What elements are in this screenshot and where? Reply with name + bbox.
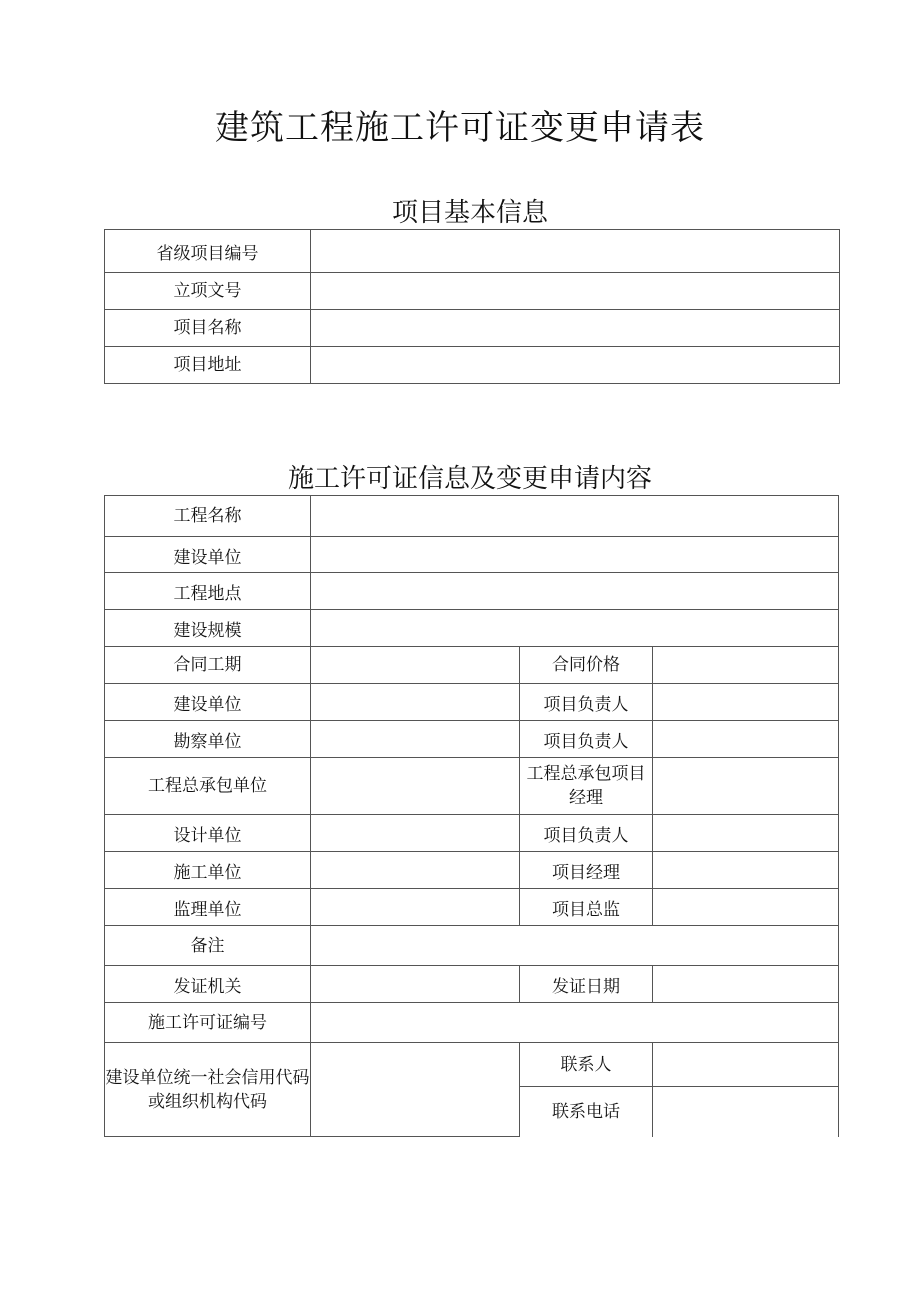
label-credit-code: 建设单位统一社会信用代码或组织机构代码 [105, 1043, 311, 1137]
label-project-address: 项目地址 [105, 347, 311, 384]
table-row [105, 310, 840, 347]
label-design-project-lead: 项目负责人 [520, 815, 653, 852]
table-row [105, 852, 839, 889]
field-contract-period[interactable] [311, 647, 520, 684]
field-construction-scale[interactable] [311, 610, 839, 647]
table-row [105, 647, 839, 684]
label-permit-number: 施工许可证编号 [105, 1003, 311, 1043]
field-survey-project-lead[interactable] [653, 721, 839, 758]
label-project-site: 工程地点 [105, 573, 311, 610]
table-row [105, 1043, 839, 1087]
field-approval-document-number[interactable] [311, 273, 840, 310]
field-builder-project-lead[interactable] [653, 684, 839, 721]
label-supervision-unit: 监理单位 [105, 889, 311, 926]
table-row [105, 889, 839, 926]
table-row [105, 684, 839, 721]
label-construction-unit: 施工单位 [105, 852, 311, 889]
label-remarks: 备注 [105, 926, 311, 966]
table-row [105, 1003, 839, 1043]
basic-info-table [104, 229, 840, 384]
field-remarks[interactable] [311, 926, 839, 966]
label-design-unit: 设计单位 [105, 815, 311, 852]
table-row [105, 721, 839, 758]
table-row [105, 758, 839, 815]
field-provincial-project-number[interactable] [311, 230, 840, 273]
table-row [105, 347, 840, 384]
label-provincial-project-number: 省级项目编号 [105, 230, 311, 273]
label-project-manager: 项目经理 [520, 852, 653, 889]
table-row [105, 496, 839, 537]
field-survey-unit[interactable] [311, 721, 520, 758]
table-row [105, 926, 839, 966]
permit-info-table [104, 495, 839, 1137]
field-general-contractor-manager[interactable] [653, 758, 839, 815]
label-survey-project-lead: 项目负责人 [520, 721, 653, 758]
field-supervision-unit[interactable] [311, 889, 520, 926]
field-contact-phone[interactable] [653, 1087, 839, 1137]
table-row [105, 610, 839, 647]
field-engineering-name[interactable] [311, 496, 839, 537]
field-design-unit[interactable] [311, 815, 520, 852]
field-issuing-authority[interactable] [311, 966, 520, 1003]
label-contact-phone: 联系电话 [520, 1087, 653, 1137]
label-issue-date: 发证日期 [520, 966, 653, 1003]
label-approval-document-number: 立项文号 [105, 273, 311, 310]
form-title: 建筑工程施工许可证变更申请表 [215, 108, 705, 148]
section-heading-permit-info: 施工许可证信息及变更申请内容 [287, 464, 652, 494]
label-builder-unit: 建设单位 [105, 537, 311, 573]
label-contact-person: 联系人 [520, 1043, 653, 1087]
label-chief-supervisor: 项目总监 [520, 889, 653, 926]
field-credit-code[interactable] [311, 1043, 520, 1137]
field-issue-date[interactable] [653, 966, 839, 1003]
table-row [105, 815, 839, 852]
label-issuing-authority: 发证机关 [105, 966, 311, 1003]
field-contract-price[interactable] [653, 647, 839, 684]
table-row [105, 230, 840, 273]
label-builder-project-lead: 项目负责人 [520, 684, 653, 721]
field-contact-person[interactable] [653, 1043, 839, 1087]
field-project-address[interactable] [311, 347, 840, 384]
field-general-contractor[interactable] [311, 758, 520, 815]
field-design-project-lead[interactable] [653, 815, 839, 852]
table-row [105, 273, 840, 310]
field-construction-unit[interactable] [311, 852, 520, 889]
field-builder-unit[interactable] [311, 537, 839, 573]
label-general-contractor-manager: 工程总承包项目经理 [520, 758, 653, 815]
field-project-name[interactable] [311, 310, 840, 347]
section-heading-basic-info: 项目基本信息 [391, 198, 548, 228]
label-project-name: 项目名称 [105, 310, 311, 347]
label-builder-unit-2: 建设单位 [105, 684, 311, 721]
label-survey-unit: 勘察单位 [105, 721, 311, 758]
field-permit-number[interactable] [311, 1003, 839, 1043]
field-chief-supervisor[interactable] [653, 889, 839, 926]
table-row [105, 966, 839, 1003]
label-construction-scale: 建设规模 [105, 610, 311, 647]
table-row [105, 537, 839, 573]
table-row [105, 573, 839, 610]
label-engineering-name: 工程名称 [105, 496, 311, 537]
label-contract-period: 合同工期 [105, 647, 311, 684]
label-contract-price: 合同价格 [520, 647, 653, 684]
field-builder-unit-2[interactable] [311, 684, 520, 721]
label-general-contractor: 工程总承包单位 [105, 758, 311, 815]
field-project-site[interactable] [311, 573, 839, 610]
field-project-manager[interactable] [653, 852, 839, 889]
